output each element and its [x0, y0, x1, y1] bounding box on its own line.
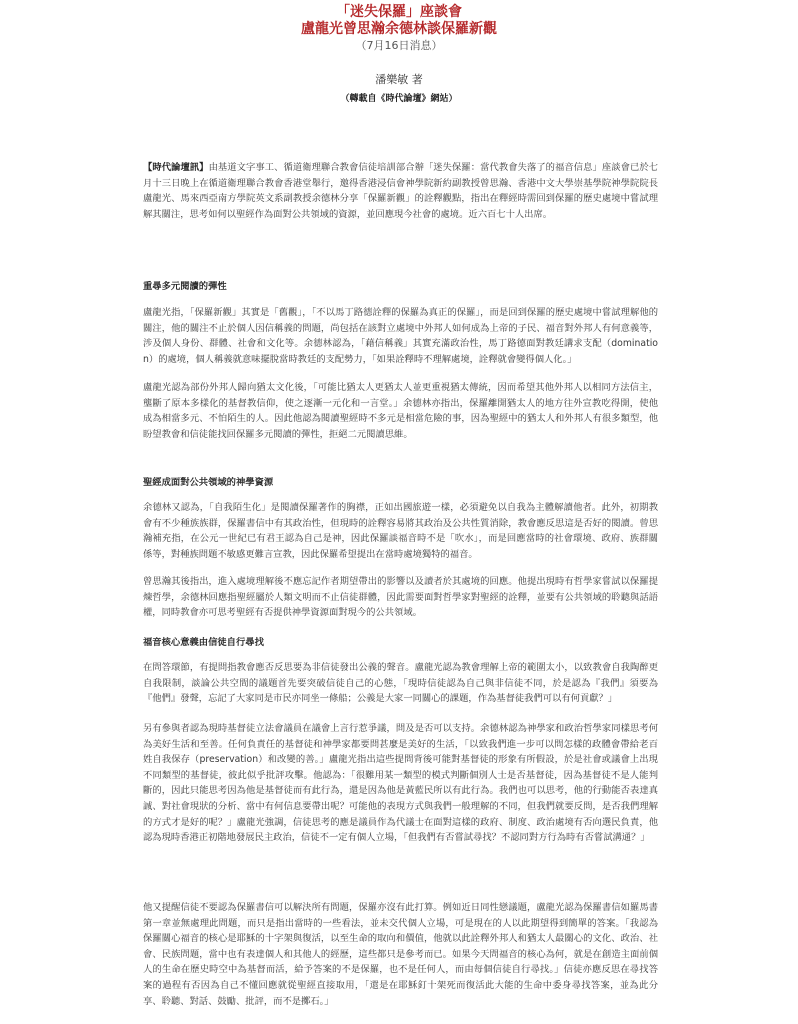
article-title-line2: 盧龍光曾思瀚余德林談保羅新觀: [301, 21, 497, 37]
section-heading-3: 福音核心意義由信徒自行尋找: [143, 637, 264, 648]
article-author: 潘樂敏 著: [375, 73, 423, 86]
paragraph-6: 另有參與者認為現時基督徒立法會議員在議會上言行惹爭議，問及是否可以支持。余德林認為神學家和政治哲學家同樣思考何為美好生活和至善。任何負責任的基督徒和神學家都要問甚麼是美好的生活，「以致我們進一步可以問怎樣的政體會帶給老百姓自我保存（preservation）和改變的善。」盧龍光指出這些提問背後可能對基督徒的形象有所假設，於是社會或議會上出現不同類型的基督徒，彼此似乎批評攻擊。他認為：「很難用某一類型的模式判斷個別人士是否基督徒，因為基督徒不是人能判斷的，因此只能思考因為他是基督徒而有此行為，還是因為他是黃藍民所以有此行為。我們也可以思考，他的行動能否表達真誠、對社會現狀的分析、當中有何信息要帶出呢？可能他的表現方式與我們一般理解的不同，但我們就要反問，是否我們理解的方式才是好的呢？」盧龍光強調，信徒思考的應是議員作為代議士在面對這樣的政府、制度、政治處境有否向選民負責，他認為現時香港正初階地發展民主政治，信徒不一定有個人立場，「但我們有否嘗試尋找？不認同對方行為時有否嘗試溝通？」: [143, 723, 658, 844]
paragraph-3: 余德林又認為，「自我陌生化」是閱讀保羅著作的胸襟，正如出國旅遊一樣，必須避免以自我為主體解讀他者。此外，初期教會有不少種族族群，保羅書信中有其政治性，但現時的詮釋容易將其政治及公共性質消除，教會應反思這是否好的閱讀。曾思瀚補充指，在公元一世紀已有君王認為自己是神，因此保羅談福音時不是「吹水」，而是回應當時的社會環境、政府、族群關係等，對種族問題不敏感更難言宣教，因此保羅希望提出在當時處境獨特的福音。: [143, 502, 658, 560]
intro-text: 由基道文字事工、循道衛理聯合教會信徒培訓部合辦「迷失保羅：當代教會失落了的福音信息」座談會已於七月十三日晚上在循道衛理聯合教會香港堂舉行，邀得香港浸信會神學院新約副教授曾思瀚、香港中文大學崇基學院神學院院長盧龍光、馬來西亞南方學院英文系副教授余德林分享「保羅新觀」的詮釋觀點，指出在釋經時需回到保羅的歷史處境中嘗試理解其關注，思考如何以聖經作為面對公共領域的資源，並回應現今社會的處境。近六百七十人出席。: [143, 162, 658, 220]
paragraph-2: 盧龍光認為部份外邦人歸向猶太文化後，「可能比猶太人更猶太人並更重視猶太傳統，因而希望其他外邦人以相同方法信主，壟斷了原本多樣化的基督教信仰，使之逐漸一元化和一言堂。」余德林亦指出，保羅離開猶太人的地方往外宣教吃得開，使他成為相當多元、不怕陌生的人。因此他認為閱讀聖經時不多元是相當危險的事，因為聖經中的猶太人和外邦人有很多類型，他盼望教會和信徒能找回保羅多元閱讀的彈性，拒絕二元閱讀思維。: [143, 382, 658, 440]
paragraph-1: 盧龍光指，「保羅新觀」其實是「舊觀」，「不以馬丁路德詮釋的保羅為真正的保羅」，而是回到保羅的歷史處境中嘗試理解他的關注，他的關注不止於個人因信稱義的問題，尚包括在該對立處境中外邦人如何成為上帝的子民、福音對外邦人有何意義等，涉及個人身份、群體、社會和文化等。余德林認為，「藉信稱義」其實充滿政治性，馬丁路德面對教廷講求支配（domination）的處境，個人稱義就意味擺脫當時教廷的支配勢力，「如果詮釋時不理解處境，詮釋就會變得個人化。」: [143, 307, 658, 365]
article-header: [0, 4, 798, 54]
paragraph-5: 在問答環節，有提問指教會應否反思要為非信徒發出公義的聲音。盧龍光認為教會理解上帝的範圍太小，以致教會自我陶醉更自我限制，談論公共空間的議題首先要突破信徒自己的心態，「現時信徒認為自己與非信徒不同，於是認為『我們』須要為『他們』發聲，忘記了大家同是市民亦同坐一條船；公義是大家一同關心的課題，作為基督徒我們可以有何貢獻？」: [143, 662, 658, 705]
paragraph-4: 曾思瀚其後指出，進入處境理解後不應忘記作者期望帶出的影響以及讀者於其處境的回應。他提出現時有哲學家嘗試以保羅提煉哲學，余德林回應指聖經屬於人類文明而不止信徒群體，因此需要面對哲學家對聖經的詮釋，並要有公共領域的聆聽與話語權，同時教會亦可思考聖經有否提供神學資源面對現今的公共領域。: [143, 576, 658, 619]
intro-paragraph: [143, 160, 658, 222]
article-source: （轉載自《時代論壇》網站）: [340, 94, 458, 104]
article-date: （7月16日消息）: [355, 39, 443, 52]
intro-tag: 【時代論壇訊】: [143, 162, 209, 173]
section-heading-1: 重尋多元閱讀的彈性: [143, 281, 227, 292]
paragraph-7: 他又提醒信徒不要認為保羅書信可以解決所有問題，保羅亦沒有此打算。例如近日同性戀議題，盧龍光認為保羅書信如羅馬書第一章並無處理此問題，而只是指出當時的一些看法，並未交代個人立場，可是現在的人以此期望得到簡單的答案。「我認為保羅關心福音的核心是耶穌的十字架與復活，以至生命的取向和價值，他就以此詮釋外邦人和猶太人最關心的文化、政治、社會、民族問題，當中也有表達個人和其他人的經歷，這些都只是參考而已。如果今天問福音的核心為何，就是在創造主面前個人的生命在歷史時空中為基督而活，給予答案的不是保羅，也不是任何人，而由每個信徒自行尋找。」信徒亦應反思在尋找答案的過程有否因為自己不懂回應就從聖經直接取用，「還是在耶穌釘十架死而復活此大能的生命中委身尋找答案，並為此分享、聆聽、對話、鼓勵、批評，而不是擲石。」: [143, 902, 658, 1007]
section-heading-2: 聖經成面對公共領域的神學資源: [143, 477, 274, 488]
article-title-line1: 「迷失保羅」座談會: [336, 4, 462, 20]
